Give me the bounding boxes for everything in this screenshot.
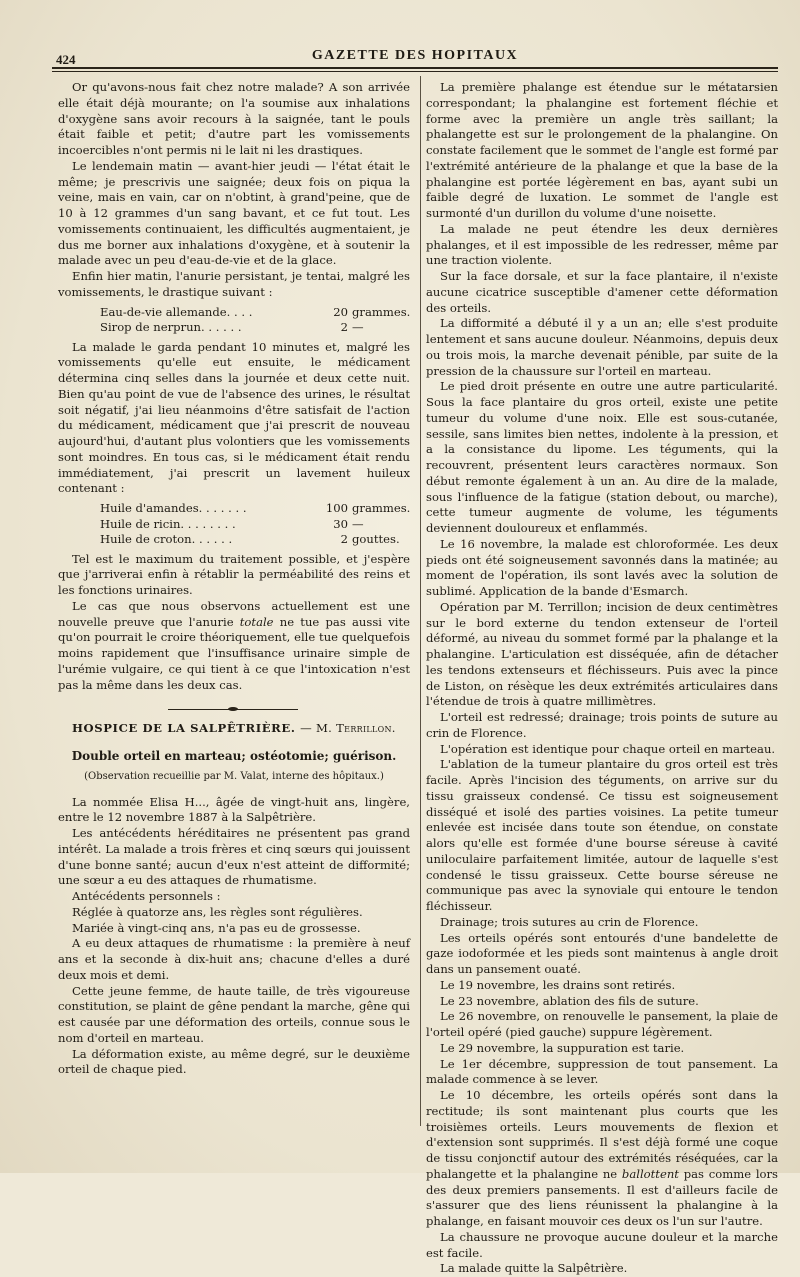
paragraph: Le 19 novembre, les drains sont retirés. xyxy=(440,977,676,992)
article-title: Double orteil en marteau; ostéotomie; guérison. xyxy=(71,749,397,763)
paragraph: L'opération est identique pour chaque orteil en marteau. xyxy=(440,741,776,756)
ingredient-qty: 20 xyxy=(333,304,348,319)
page-number: 424 xyxy=(56,52,76,67)
ingredient-name: Huile de croton. . . . . . xyxy=(100,532,233,546)
ingredient-name: Huile de ricin. . . . . . . . xyxy=(100,516,236,531)
ingredient-unit: grammes. xyxy=(352,501,411,515)
paragraph: Antécédents personnels : xyxy=(72,889,221,903)
hospital-name: HOSPICE DE LA SALPÊTRIÈRE. xyxy=(72,721,296,736)
header-rule-thin xyxy=(52,71,778,72)
ingredient-qty: 2 xyxy=(340,320,348,334)
paragraph: La première phalange est étendue sur le métatarsien correspondant; la phalangine est fortement fléchie et forme avec la première un angle très saillant; la phalangette est sur le prolongement de la phalangine. On constate facilement que le sommet de l'angle est formé par l'extrémité antérieure de la phalange et que la base de la phalangine est portée légèrement en bas, ayant subi un faible degré de luxation. Le sommet de l'angle est surmonté d'un durillon du volume d'une noisette. xyxy=(426,80,778,220)
paragraph: Le 16 novembre, la malade est chloroformée. Les deux pieds ont été soigneusement savonnés dans la matinée; au moment de l'opération, ils sont lavés avec la solution de sublimé. Application de la bande d'Esmarch. xyxy=(426,536,778,598)
paragraph: Les orteils opérés sont entourés d'une bandelette de gaze iodoformée et les pieds sont maintenus à angle droit dans un pansement ouaté. xyxy=(426,930,778,976)
paragraph: Mariée à vingt-cinq ans, n'a pas eu de grossesse. xyxy=(72,920,361,935)
paragraph: L'ablation de la tumeur plantaire du gros orteil est très facile. Après l'incision des téguments, on arrive sur du tissu graisseux condensé. Ce tissu est soigneusement disséqué et isolé des parties voisines. La petite tumeur enlevée est incisée dans toute son étendue, on constate alors qu'elle est formée d'une bourse séreuse à cavité uniloculaire parfaitement limitée, autour de laquelle s'est condensé le tissu graisseux. Cette bourse séreuse ne communique pas avec la synoviale qui entoure le tendon fléchisseur. xyxy=(426,757,778,913)
ingredient-unit: grammes. xyxy=(352,304,411,319)
paragraph: Sur la face dorsale, et sur la face plantaire, il n'existe aucune cicatrice susceptible d'amener cette déformation des orteils. xyxy=(426,269,778,315)
paragraph: Le 29 novembre, la suppuration est tarie. xyxy=(440,1040,685,1055)
prescription-1 xyxy=(100,305,410,336)
paragraph: Le 23 novembre, ablation des fils de suture. xyxy=(440,993,699,1008)
paragraph: Enfin hier matin, l'anurie persistant, je tentai, malgré les vomissements, le drastique suivant : xyxy=(58,269,410,299)
paragraph: A eu deux attaques de rhumatisme : la première à neuf ans et la seconde à dix-huit ans; chacune d'elles a duré deux mois et demi. xyxy=(58,936,410,982)
paragraph: Or qu'avons-nous fait chez notre malade? A son arrivée elle était déjà mourante; on l'a soumise aux inhalations d'oxygène sans avoir recours à la saignée, tant le pouls était faible et petit; d'autre part les vomissements incoercibles n'ont permis ni le lait ni les drastiques. xyxy=(58,80,410,157)
paragraph: Réglée à quatorze ans, les règles sont régulières. xyxy=(72,904,363,919)
paragraph: La difformité a débuté il y a un an; elle s'est produite lentement et sans aucune douleur. Néanmoins, depuis deux ou trois mois, la marche devenait pénible, par suite de la pression de la chaussure sur l'orteil en marteau. xyxy=(426,316,778,378)
hospital-author: — M. Terrillon. xyxy=(300,721,396,736)
paragraph: Le pied droit présente en outre une autre particularité. Sous la face plantaire du gros orteil, existe une petite tumeur du volume d'une noix. Elle est sous-cutanée, sessile, sans limites bien nettes, indolente à la pression, et a la consistance du lipome. Les téguments, qui la recouvrent, présentent leurs caractères normaux. Son début remonte également à un an. Au dire de la malade, sous l'influence de la fatigue (station debout, ou marche), cette tumeur augmente de volume, les téguments deviennent douloureux et enflammés. xyxy=(426,379,778,535)
paragraph: La malade quitte la Salpêtrière. xyxy=(440,1261,628,1276)
emphasis: ballottent xyxy=(621,1166,679,1181)
running-title: GAZETTE DES HOPITAUX xyxy=(311,48,519,63)
paragraph: La malade le garda pendant 10 minutes et, malgré les vomissements qu'elle eut ensuite, le médicament détermina cinq selles dans la journée et deux cette nuit. Bien qu'au point de vue de l'absence des urines, le résultat soit négatif, j'ai lieu néanmoins d'être satisfait de l'action du médicament, médicament que j'ai prescrit de nouveau aujourd'hui, d'autant plus volontiers que les vomissements sont moindres. En tous cas, si le médicament était rendu immédiatement, j'ai prescrit un lavement huileux contenant : xyxy=(58,339,410,496)
ingredient-qty: 2 xyxy=(340,532,348,546)
paragraph: Les antécédents héréditaires ne présentent pas grand intérêt. La malade a trois frères et cinq sœurs qui jouissent d'une bonne santé; aucun d'eux n'est atteint de difformité; une sœur a eu des attaques de rhumatisme. xyxy=(58,826,410,888)
article-subtitle: (Observation recueillie par M. Valat, interne des hôpitaux.) xyxy=(84,770,384,782)
text-run: ne tue pas aussi vite qu'on pourrait le croire théoriquement, elle tue quelquefois moins rapidement que l'insuffisance urinaire simple de l'urémie vulgaire, ce qui tient à ce que l'intoxication n'est pas la même dans les deux cas. xyxy=(58,614,410,692)
paragraph: Cette jeune femme, de haute taille, de très vigoureuse constitution, se plaint de gêne pendant la marche, gêne qui est causée par une déformation des orteils, connue sous le nom d'orteil en marteau. xyxy=(58,983,410,1045)
ingredient-qty: 30 xyxy=(333,516,348,531)
paragraph: La déformation existe, au même degré, sur le deuxième orteil de chaque pied. xyxy=(58,1046,410,1077)
ingredient-name: Huile d'amandes. . . . . . . xyxy=(100,501,247,515)
column-divider xyxy=(420,76,421,1126)
ingredient-unit: — xyxy=(352,320,364,334)
section-separator xyxy=(58,705,410,713)
paragraph: La malade ne peut étendre les deux dernières phalanges, et il est impossible de les redresser, même par une traction violente. xyxy=(426,221,778,268)
text-run: Le 10 décembre, les orteils opérés sont dans la rectitude; ils sont maintenant plus courts que les troisièmes orteils. Leurs mouvements de flexion et d'extension sont supprimés. Il s'est déjà formé une coque de tissu conjonctif autour des extrémités réséquées, car la phalangette et la phalangine ne xyxy=(426,1088,778,1181)
paragraph: La chaussure ne provoque aucune douleur et la marche est facile. xyxy=(426,1229,778,1260)
hospital-heading xyxy=(58,721,410,737)
ingredient-unit: — xyxy=(352,516,364,531)
text-run: Le cas que nous observons actuellement est une nouvelle preuve que l'anurie xyxy=(58,598,410,629)
paragraph: Opération par M. Terrillon; incision de deux centimètres sur le bord externe du tendon extenseur de l'orteil déformé, au niveau du sommet formé par la phalange et la phalangine. L'articulation est disséquée, afin de détacher les tendons extenseurs et fléchisseurs. Puis avec la pince de Liston, on résèque les deux extrémités articulaires dans l'étendue de trois à quatre millimètres. xyxy=(426,599,778,709)
paragraph: Drainage; trois sutures au crin de Florence. xyxy=(440,914,699,929)
text-run: pas comme lors des deux premiers pansements. Il est d'ailleurs facile de s'assurer que des liens réunissent la phalangine à la phalange, en faisant mouvoir ces deux os l'un sur l'autre. xyxy=(426,1166,779,1228)
ingredient-unit: gouttes. xyxy=(352,532,400,546)
emphasis: totale xyxy=(239,614,274,629)
paragraph: Le 26 novembre, on renouvelle le pansement, la plaie de l'orteil opéré (pied gauche) suppure légèrement. xyxy=(426,1009,778,1039)
paragraph: Le lendemain matin — avant-hier jeudi — l'état était le même; je prescrivis une saignée; deux fois on piqua la veine, mais en vain, car on n'obtint, à grand'peine, que de 10 à 12 grammes d'un sang bavant, et ce fut tout. Les vomissements continuaient, les difficultés augmentaient, je dus me borner aux inhalations d'oxygène, et à soutenir la malade avec un peu d'eau-de-vie et de la glace. xyxy=(58,158,410,268)
ingredient-name: Sirop de nerprun. . . . . . xyxy=(100,320,242,334)
ingredient-qty: 100 xyxy=(325,501,348,515)
ingredient-name: Eau-de-vie allemande. . . . xyxy=(100,304,253,319)
paragraph: Le 1er décembre, suppression de tout pansement. La malade commence à se lever. xyxy=(426,1056,778,1087)
paragraph: L'orteil est redressé; drainage; trois points de suture au crin de Florence. xyxy=(426,710,778,740)
paragraph: Tel est le maximum du traitement possible, et j'espère que j'arriverai enfin à rétablir la perméabilité des reins et les fonctions urinaires. xyxy=(58,551,410,597)
prescription-2 xyxy=(100,501,410,548)
paragraph xyxy=(58,599,410,694)
left-column xyxy=(58,80,410,1078)
header-rule xyxy=(52,67,778,69)
right-column xyxy=(426,80,778,1277)
paragraph xyxy=(426,1088,778,1230)
paragraph: La nommée Elisa H..., âgée de vingt-huit ans, lingère, entre le 12 novembre 1887 à la Salpêtrière. xyxy=(58,794,410,825)
